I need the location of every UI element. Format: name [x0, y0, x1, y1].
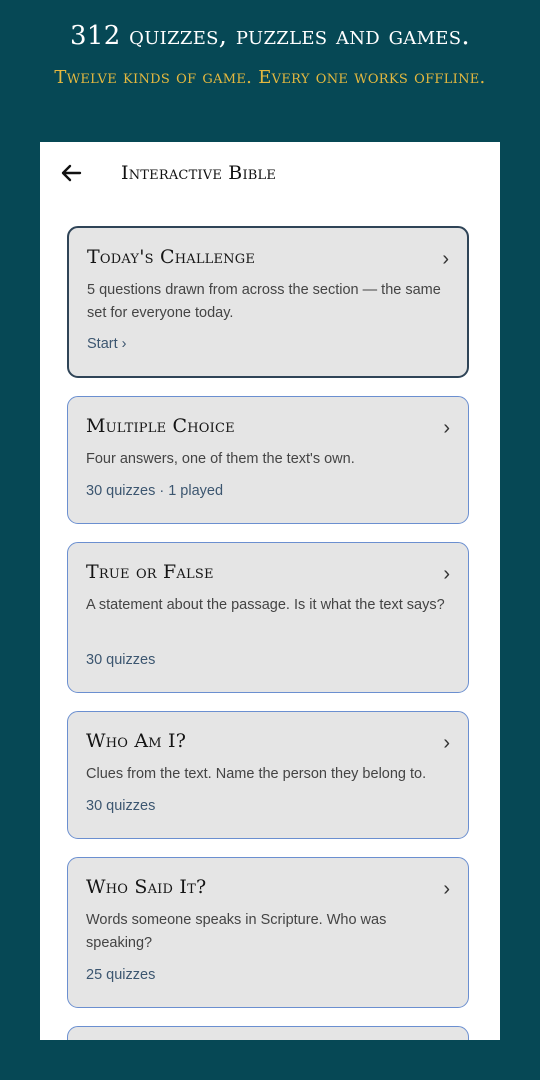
card-meta: 30 quizzes	[86, 652, 156, 668]
card-todays-challenge[interactable]	[67, 226, 469, 378]
app-bar	[40, 142, 500, 208]
card-description: Four answers, one of them the text's own.	[86, 451, 355, 467]
back-button[interactable]	[56, 158, 86, 188]
card-description: A statement about the passage. Is it what the text says?	[86, 597, 445, 613]
card-who-said-it[interactable]	[67, 857, 469, 1008]
card-title: Who Am I?	[86, 730, 187, 752]
card-description: Words someone speaks in Scripture. Who was speaking?	[86, 912, 387, 951]
chevron-right-icon: ›	[443, 732, 450, 754]
card-meta: 30 quizzes	[86, 798, 156, 814]
start-link[interactable]: Start ›	[87, 336, 127, 352]
arrow-left-icon	[56, 158, 86, 188]
card-next-partial[interactable]	[67, 1026, 469, 1040]
card-description: 5 questions drawn from across the section — the same set for everyone today.	[87, 282, 441, 321]
promo-title: 312 quizzes, puzzles and games.	[70, 21, 470, 51]
promo-subtitle: Twelve kinds of game. Every one works offline.	[54, 67, 486, 88]
chevron-right-icon: ›	[443, 417, 450, 439]
chevron-right-icon: ›	[442, 248, 449, 270]
card-meta: 25 quizzes	[86, 967, 156, 983]
app-screen	[40, 142, 500, 1040]
card-multiple-choice[interactable]	[67, 396, 469, 524]
card-title: True or False	[86, 561, 214, 583]
chevron-right-icon: ›	[443, 878, 450, 900]
card-title: Today's Challenge	[87, 246, 256, 268]
chevron-right-icon: ›	[443, 563, 450, 585]
card-title: Who Said It?	[86, 876, 207, 898]
card-description: Clues from the text. Name the person they belong to.	[86, 766, 427, 782]
card-true-or-false[interactable]	[67, 542, 469, 693]
card-title: Multiple Choice	[86, 415, 235, 437]
card-meta: 30 quizzes · 1 played	[86, 483, 224, 499]
card-who-am-i[interactable]	[67, 711, 469, 839]
page-title: Interactive Bible	[121, 162, 277, 184]
